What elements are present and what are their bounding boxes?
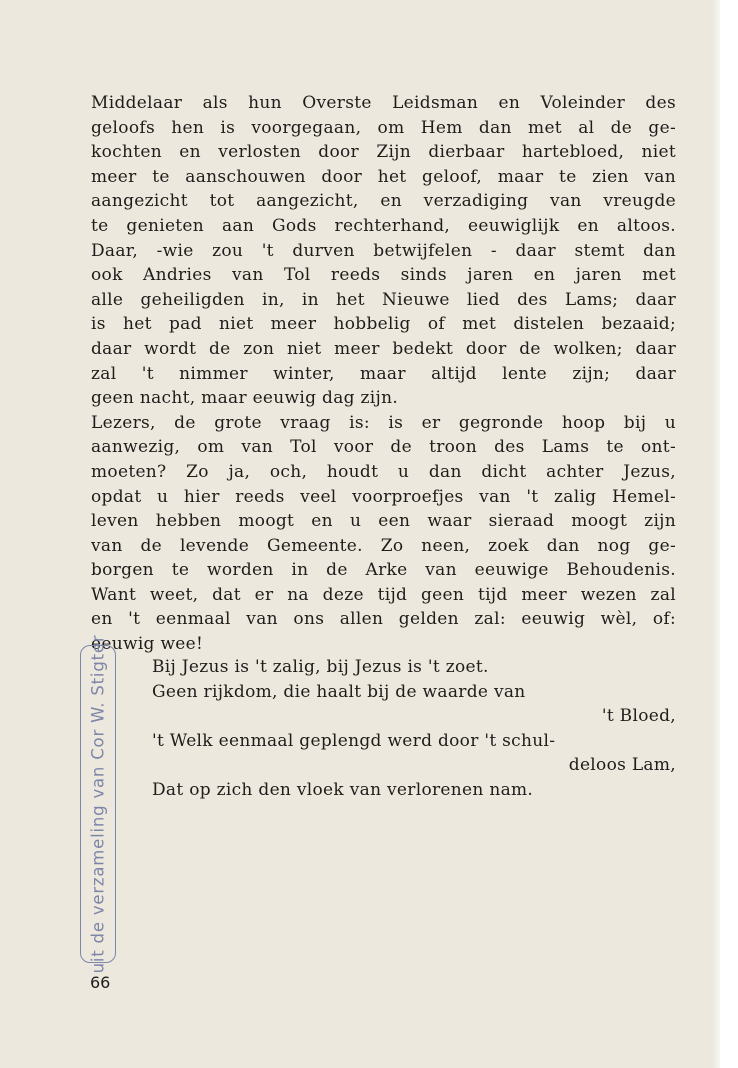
page-edge xyxy=(712,0,720,1068)
text-line: is het pad niet meer hobbelig of met distelen bezaaid; xyxy=(91,314,676,335)
collection-stamp xyxy=(80,634,116,974)
text-line: borgen te worden in de Arke van eeuwige Behoudenis. xyxy=(91,560,676,581)
text-line: aangezicht tot aangezicht, en verzadiging van vreugde xyxy=(91,191,676,212)
stamp-text: uit de verzameling van Cor W. Stigter xyxy=(88,634,108,974)
poem-stanza xyxy=(152,655,676,803)
text-line: daar wordt de zon niet meer bedekt door de wolken; daar xyxy=(91,338,676,359)
text-line: Want weet, dat er na deze tijd geen tijd meer wezen zal xyxy=(91,584,676,605)
text-line: geen nacht, maar eeuwig dag zijn. xyxy=(91,388,399,409)
poem-line: Geen rijkdom, die haalt bij de waarde van xyxy=(152,681,526,702)
body-paragraph xyxy=(91,91,676,657)
text-line: kochten en verlosten door Zijn dierbaar hartebloed, niet xyxy=(91,142,676,163)
poem-line: deloos Lam, xyxy=(568,755,676,776)
text-line: moeten? Zo ja, och, houdt u dan dicht achter Jezus, xyxy=(91,461,676,482)
poem-line: 't Bloed, xyxy=(601,706,676,727)
text-line: aanwezig, om van Tol voor de troon des Lams te ont- xyxy=(91,437,676,458)
text-line: leven hebben moogt en u een waar sieraad moogt zijn xyxy=(91,511,676,532)
text-line: te genieten aan Gods rechterhand, eeuwiglijk en altoos. xyxy=(91,215,676,236)
poem-line: Dat op zich den vloek van verlorenen nam. xyxy=(152,779,534,800)
text-line: meer te aanschouwen door het geloof, maar te zien van xyxy=(91,166,676,187)
poem-line: Bij Jezus is 't zalig, bij Jezus is 't zoet. xyxy=(152,657,489,677)
text-line: Lezers, de grote vraag is: is er gegronde hoop bij u xyxy=(91,412,676,433)
text-line: alle geheiligden in, in het Nieuwe lied des Lams; daar xyxy=(91,289,676,310)
text-line: zal 't nimmer winter, maar altijd lente zijn; daar xyxy=(91,363,676,384)
text-line: opdat u hier reeds veel voorproefjes van 't zalig Hemel- xyxy=(91,486,676,507)
text-line: Daar, -wie zou 't durven betwijfelen - daar stemt dan xyxy=(91,240,676,261)
poem-line: 't Welk eenmaal geplengd werd door 't schul- xyxy=(152,730,556,751)
text-line: van de levende Gemeente. Zo neen, zoek dan nog ge- xyxy=(91,535,676,556)
text-line: Middelaar als hun Overste Leidsman en Voleinder des xyxy=(91,93,676,113)
text-line: eeuwig wee! xyxy=(91,634,204,655)
page-number: 66 xyxy=(90,973,111,992)
text-line: en 't eenmaal van ons allen gelden zal: eeuwig wèl, of: xyxy=(91,609,676,630)
text-line: ook Andries van Tol reeds sinds jaren en jaren met xyxy=(91,265,676,286)
text-line: geloofs hen is voorgegaan, om Hem dan met al de ge- xyxy=(91,117,676,138)
